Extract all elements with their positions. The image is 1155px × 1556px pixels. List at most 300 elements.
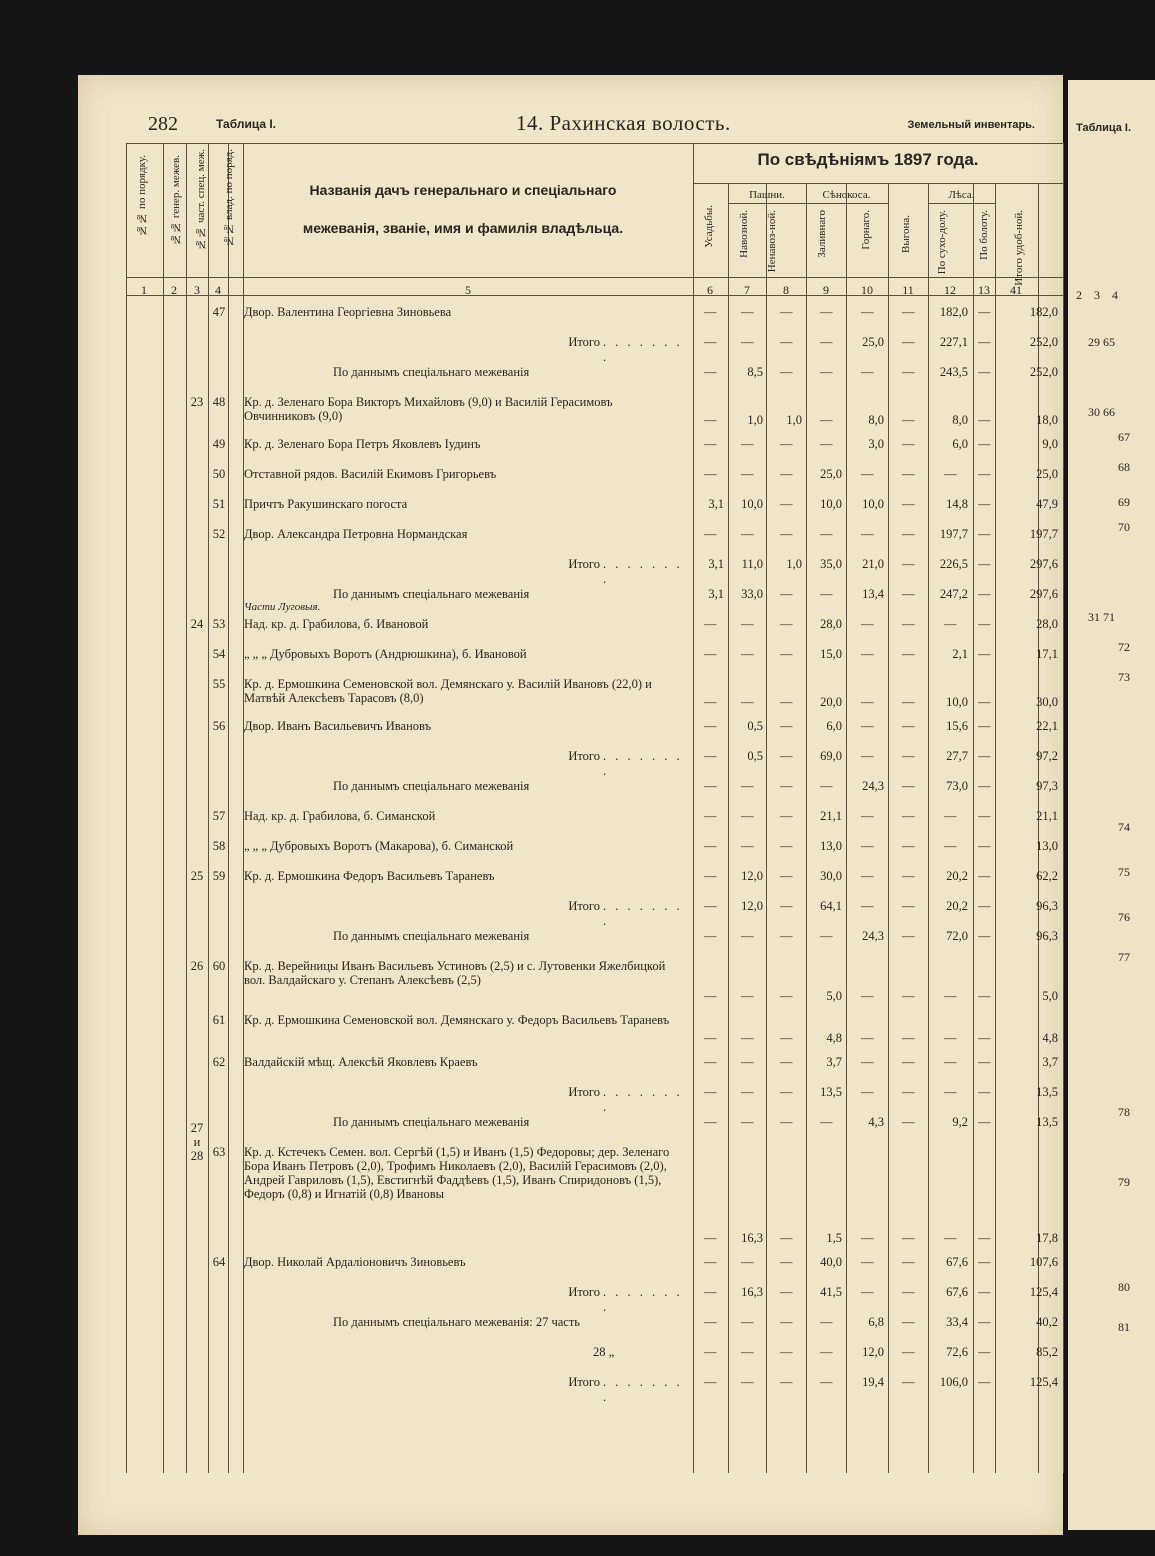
cell-value: — [780,467,793,481]
cell-value: 2,1 [952,647,968,661]
cell-value: 35,0 [820,557,842,571]
cell-value: — [780,1055,793,1069]
owner-description: Отставной рядов. Василій Екимовъ Григорьевъ [244,467,497,481]
owner-number: 59 [212,869,226,883]
cell-value: — [780,305,793,319]
special-survey-label: По даннымъ спеціальнаго межеванія [333,929,530,943]
cell-value: — [820,779,833,793]
column-number: 4 [215,283,221,297]
cell-value: — [861,1285,874,1299]
table-row [78,1283,1063,1313]
cell-value: — [902,869,915,883]
col-header-owner: №№ влад. по поряд. [223,149,235,247]
cell-value: 20,0 [820,695,842,709]
cell-value: 3,1 [708,557,724,571]
cell-value: 72,6 [946,1345,968,1359]
cell-value: — [741,1255,754,1269]
cell-value: 33,0 [741,587,763,601]
cell-value: — [902,929,915,943]
cell-value: — [741,989,754,1003]
cell-value: — [741,1345,754,1359]
cell-value: 13,4 [862,587,884,601]
cell-value: — [902,1315,915,1329]
cell-value: 13,0 [820,839,842,853]
cell-value: — [741,1031,754,1045]
column-number: 2 [171,283,177,297]
cell-value: — [704,1231,717,1245]
cell-value: 10,0 [862,497,884,511]
table-row [78,495,1063,525]
cell-value: 0,5 [747,719,763,733]
cell-value: — [820,335,833,349]
cell-value: 182,0 [939,305,968,319]
cell-value: — [741,695,754,709]
cell-value: 125,4 [1029,1285,1058,1299]
cell-value: 0,5 [747,749,763,763]
owner-number: 58 [212,839,226,853]
cell-value: 13,0 [1036,839,1058,853]
cell-value: — [780,809,793,823]
cell-value: — [820,1115,833,1129]
table-row [78,393,1063,435]
col-header-navoznoy: Навозной. [738,210,750,258]
cell-value: 3,7 [826,1055,842,1069]
cell-value: 1,0 [747,413,763,427]
cell-value: — [861,617,874,631]
cell-value: — [704,413,717,427]
group-senokosa: Сѣнокоса. [822,189,871,201]
owner-description: Кр. д. Верейницы Иванъ Васильевъ Устиновъ (2,5) и с. Лутовенки Яжелбицкой вол. Валдайскаго у. Степанъ Алексѣевъ (2,5) [244,959,666,987]
table-row [78,957,1063,1011]
cell-value: — [902,365,915,379]
col-header-names-2: межеванія, званіе, имя и фамилія владѣльца. [302,220,624,236]
cell-value: 5,0 [826,989,842,1003]
cell-value: — [902,617,915,631]
cell-value: — [978,1115,991,1129]
group-rule-1 [728,203,888,204]
cell-value: — [741,647,754,661]
cell-value: 30,0 [1036,695,1058,709]
next-page-row-number: 69 [1118,495,1130,509]
owner-number: 64 [212,1255,226,1269]
cell-value: 1,0 [786,413,802,427]
cell-value: — [944,1055,957,1069]
cell-value: — [780,365,793,379]
table-row [78,363,1063,393]
cell-value: — [902,647,915,661]
cell-value: 9,0 [1042,437,1058,451]
column-number: 9 [823,283,829,297]
cell-value: 17,8 [1036,1231,1058,1245]
cell-value: — [978,617,991,631]
cell-value: — [902,899,915,913]
cell-value: — [978,779,991,793]
cell-value: — [704,1345,717,1359]
leader-dots: . . . . . . . . [603,749,683,778]
cell-value: 20,2 [946,899,968,913]
special-survey-number: 25 [190,869,204,883]
cell-value: — [902,305,915,319]
owner-description: Кр. д. Ермошкина Семеновской вол. Демянскаго у. Василій Ивановъ (22,0) и Матвѣй Алексѣевъ Тарасовъ (8,0) [244,677,652,705]
column-number: 41 [1010,283,1022,297]
cell-value: — [704,437,717,451]
table-row [78,1053,1063,1083]
cell-value: 15,0 [820,647,842,661]
cell-value: — [902,437,915,451]
table-row [78,1343,1063,1373]
cell-value: — [902,413,915,427]
cell-value: — [820,527,833,541]
cell-value: — [944,467,957,481]
owner-description: „ „ „ Дубровыхъ Воротъ (Макарова), б. Симанской [244,839,514,853]
next-page-row-number: 73 [1118,670,1130,684]
cell-value: — [902,719,915,733]
column-number: 12 [944,283,956,297]
cell-value: — [780,437,793,451]
next-table-label: Таблица I. [1076,122,1132,134]
header-bottom-rule [126,277,1063,278]
cell-value: — [861,899,874,913]
cell-value: — [704,305,717,319]
cell-value: — [704,869,717,883]
cell-value: 27,7 [946,749,968,763]
cell-value: — [978,749,991,763]
cell-value: 125,4 [1029,1375,1058,1389]
cell-value: — [902,695,915,709]
owner-number: 53 [212,617,226,631]
subtotal-label: Итого [568,749,600,763]
next-page-column-number: 4 [1112,288,1118,302]
cell-value: — [820,587,833,601]
cell-value: — [902,1115,915,1129]
cell-value: — [820,437,833,451]
owner-number: 52 [212,527,226,541]
cell-value: 1,0 [786,557,802,571]
cell-value: — [944,1231,957,1245]
cell-value: — [978,695,991,709]
cell-value: — [704,1315,717,1329]
cell-value: — [861,869,874,883]
cell-value: — [978,587,991,601]
col-header-order: №№ по порядку. [136,155,148,236]
owner-number: 47 [212,305,226,319]
next-page-row-number: 70 [1118,520,1130,534]
cell-value: — [902,989,915,1003]
cell-value: — [780,1255,793,1269]
cell-value: — [902,1085,915,1099]
cell-value: — [861,647,874,661]
owner-number: 48 [212,395,226,409]
group-pashni: Пашни. [749,189,785,201]
cell-value: 106,0 [939,1375,968,1389]
cell-value: 8,5 [747,365,763,379]
col-header-boloto: По болоту. [978,210,990,260]
cell-value: — [780,719,793,733]
cell-value: — [944,1031,957,1045]
cell-value: — [704,719,717,733]
cell-value: 25,0 [862,335,884,349]
cell-value: — [978,365,991,379]
cell-value: — [780,335,793,349]
owner-description: Двор. Валентина Георгіевна Зиновьева [244,305,452,319]
cell-value: — [861,695,874,709]
cell-value: — [978,1255,991,1269]
table-row [78,717,1063,747]
owner-description: Кр. д. Зеленаго Бора Викторъ Михайловъ (9,0) и Василій Герасимовъ Овчинниковъ (9,0) [244,395,613,423]
cell-value: — [902,1255,915,1269]
column-number: 6 [707,283,713,297]
cell-value: 28,0 [820,617,842,631]
cell-value: 297,6 [1029,587,1058,601]
cell-value: — [861,719,874,733]
cell-value: — [861,809,874,823]
cell-value: — [944,617,957,631]
cell-value: — [861,989,874,1003]
cell-value: — [820,413,833,427]
cell-value: — [902,527,915,541]
cell-value: 22,1 [1036,719,1058,733]
cell-value: — [902,749,915,763]
table-row [78,1113,1063,1143]
col-header-gornogo: Горнаго. [860,210,872,250]
table-row [78,525,1063,555]
cell-value: 14,8 [946,497,968,511]
cell-value: — [861,305,874,319]
cell-value: — [780,779,793,793]
owner-number: 54 [212,647,226,661]
cell-value: — [902,467,915,481]
cell-value: — [820,305,833,319]
cell-value: 182,0 [1029,305,1058,319]
cell-value: 96,3 [1036,929,1058,943]
table-row [78,555,1063,585]
cell-value: — [861,527,874,541]
cell-value: — [780,929,793,943]
cell-value: 197,7 [939,527,968,541]
cell-value: 4,3 [868,1115,884,1129]
cell-value: 24,3 [862,929,884,943]
cell-value: — [861,839,874,853]
cell-value: — [704,1255,717,1269]
table-top-rule [126,143,1063,144]
cell-value: 3,0 [868,437,884,451]
cell-value: — [704,467,717,481]
table-row [78,1373,1063,1403]
cell-value: 69,0 [820,749,842,763]
cell-value: — [820,365,833,379]
cell-value: — [780,989,793,1003]
cell-value: 10,0 [741,497,763,511]
column-number: 11 [902,283,914,297]
column-number: 3 [194,283,200,297]
col-header-special: №№ част. спец. меж. [195,149,207,250]
year-header: По свѣдѣніямъ 1897 года. [757,150,979,169]
cell-value: — [704,749,717,763]
cell-value: — [978,1285,991,1299]
cell-value: — [978,557,991,571]
numbers-bottom-rule [126,295,1063,296]
cell-value: — [902,1345,915,1359]
cell-value: — [704,839,717,853]
owner-description: Кр. д. Ермошкина Федоръ Васильевъ Тараневъ [244,869,495,883]
cell-value: — [741,839,754,853]
table-row [78,1253,1063,1283]
cell-value: 10,0 [820,497,842,511]
column-number: 10 [861,283,873,297]
col-header-nenavoznoy: Ненавоз-ной. [766,210,778,273]
cell-value: 15,6 [946,719,968,733]
cell-value: — [820,1345,833,1359]
cell-value: — [780,1085,793,1099]
cell-value: — [902,557,915,571]
cell-value: — [978,869,991,883]
owner-description: Над. кр. д. Грабилова, б. Симанской [244,809,436,823]
owner-description: Двор. Николай Ардаліоновичъ Зиновьевъ [244,1255,466,1269]
next-page-edge [1068,80,1155,1530]
leader-dots: . . . . . . . . [603,1085,683,1114]
table-row [78,645,1063,675]
cell-value: — [704,809,717,823]
table-row [78,615,1063,645]
cell-value: — [978,335,991,349]
cell-value: — [902,1055,915,1069]
next-page-row-number: 68 [1118,460,1130,474]
cell-value: 13,5 [1036,1115,1058,1129]
cell-value: 16,3 [741,1231,763,1245]
cell-value: — [978,647,991,661]
col-header-vygona: Выгона. [900,215,912,253]
cell-value: — [902,335,915,349]
cell-value: — [902,809,915,823]
cell-value: — [861,1031,874,1045]
cell-value: — [704,365,717,379]
cell-value: — [741,809,754,823]
table-row [78,807,1063,837]
col-header-names-1: Названія дачъ генеральнаго и спеціальнаго [309,182,617,198]
owner-number: 61 [212,1013,226,1027]
cell-value: 97,3 [1036,779,1058,793]
cell-value: — [741,1085,754,1099]
cell-value: — [741,467,754,481]
cell-value: 67,6 [946,1255,968,1269]
table-row [78,1083,1063,1113]
leader-dots: . . . . . . . . [603,899,683,928]
cell-value: 8,0 [868,413,884,427]
cell-value: 30,0 [820,869,842,883]
table-row [78,1313,1063,1343]
cell-value: 5,0 [1042,989,1058,1003]
cell-value: — [780,1115,793,1129]
special-survey-label: По даннымъ спеціальнаго межеванія [333,587,530,601]
table-row [78,747,1063,777]
owner-number: 62 [212,1055,226,1069]
cell-value: — [978,467,991,481]
cell-value: 40,2 [1036,1315,1058,1329]
next-page-row-number: 76 [1118,910,1130,924]
cell-value: 24,3 [862,779,884,793]
cell-value: 227,1 [939,335,968,349]
cell-value: 12,0 [741,869,763,883]
table-row [78,897,1063,927]
cell-value: 25,0 [1036,467,1058,481]
column-number: 1 [141,283,147,297]
cell-value: 107,6 [1029,1255,1058,1269]
cell-value: — [780,1231,793,1245]
cell-value: — [978,527,991,541]
cell-value: — [820,1315,833,1329]
cell-value: — [978,809,991,823]
cell-value: — [902,1031,915,1045]
next-page-row-number: 75 [1118,865,1130,879]
cell-value: — [902,839,915,853]
cell-value: — [704,647,717,661]
cell-value: — [978,1375,991,1389]
cell-value: — [704,1375,717,1389]
cell-value: — [978,413,991,427]
page-number: 282 [148,113,178,135]
cell-value: 13,5 [820,1085,842,1099]
cell-value: — [741,929,754,943]
col-header-usadby: Усадьбы. [703,205,715,248]
owner-description: Причтъ Ракушинскаго погоста [244,497,408,511]
cell-value: — [978,497,991,511]
next-page-row-number: 31 71 [1088,610,1115,624]
owner-description: Двор. Александра Петровна Нормандская [244,527,468,541]
cell-value: — [861,749,874,763]
cell-value: 17,1 [1036,647,1058,661]
cell-value: — [902,1375,915,1389]
owner-number: 49 [212,437,226,451]
subtotal-label: Итого [568,1285,600,1299]
special-survey-number: 26 [190,959,204,973]
cell-value: — [704,1055,717,1069]
leader-dots: . . . . . . . . [603,335,683,364]
next-page-row-number: 79 [1118,1175,1130,1189]
col-header-zalivnogo: Заливнаго [816,210,828,258]
cell-value: 64,1 [820,899,842,913]
owner-description: „ „ „ Дубровыхъ Воротъ (Андрюшкина), б. Ивановой [244,647,527,661]
owner-description: Валдайскій мѣщ. Алексѣй Яковлевъ Краевъ [244,1055,478,1069]
cell-value: 41,5 [820,1285,842,1299]
cell-value: 6,8 [868,1315,884,1329]
owner-number: 51 [212,497,226,511]
cell-value: — [780,617,793,631]
owner-number: 50 [212,467,226,481]
cell-value: — [902,1285,915,1299]
special-survey-label: 28 „ [593,1345,615,1359]
table-label: Таблица I. [216,117,277,131]
table-row [78,867,1063,897]
owner-number: 57 [212,809,226,823]
cell-value: — [944,1085,957,1099]
cell-value: — [780,839,793,853]
cell-value: 12,0 [862,1345,884,1359]
cell-value: — [780,749,793,763]
cell-value: — [978,1055,991,1069]
cell-value: 21,0 [862,557,884,571]
cell-value: — [820,929,833,943]
leader-dots: . . . . . . . . [603,1285,683,1314]
cell-value: 3,1 [708,587,724,601]
next-page-row-number: 78 [1118,1105,1130,1119]
special-survey-label: По даннымъ спеціальнаго межеванія [333,779,530,793]
table-row [78,927,1063,957]
cell-value: 252,0 [1029,365,1058,379]
cell-value: 85,2 [1036,1345,1058,1359]
cell-value: — [780,647,793,661]
cell-value: 20,2 [946,869,968,883]
subtotal-label: Итого [568,335,600,349]
